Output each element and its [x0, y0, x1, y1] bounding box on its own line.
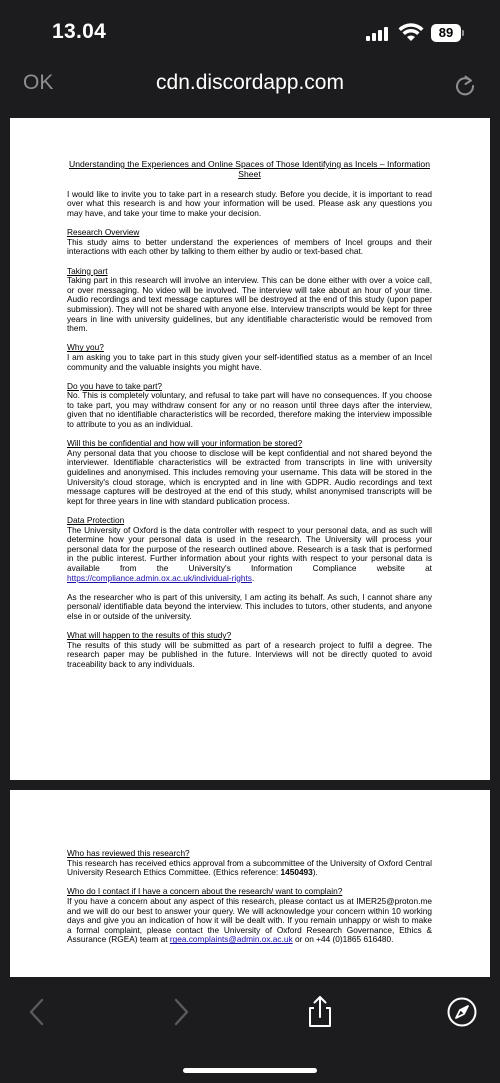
done-button[interactable]: OK — [23, 71, 54, 94]
share-icon[interactable] — [303, 995, 337, 1029]
section-confidentiality — [67, 439, 432, 506]
section-body-end: ). — [312, 867, 318, 878]
section-heading: Who has reviewed this research? — [67, 848, 190, 858]
chevron-left-icon[interactable] — [21, 995, 55, 1029]
section-heading: Taking part — [67, 265, 108, 276]
document-page-2 — [10, 790, 490, 977]
section-heading: Data Protection — [67, 515, 125, 525]
section-taking-part — [67, 267, 432, 334]
compliance-link[interactable]: https://compliance.admin.ox.ac.uk/individual-rights — [67, 572, 252, 583]
chevron-right-icon[interactable] — [164, 995, 198, 1029]
url-label[interactable]: cdn.discordapp.com — [156, 71, 344, 94]
section-why-you — [67, 343, 432, 372]
status-time: 13.04 — [52, 20, 107, 43]
section-body: This research has received ethics approval from a subcommittee of the University of Oxford Central University Research Ethics Committee. (Ethics reference: — [67, 857, 432, 878]
section-heading: Why you? — [67, 342, 104, 353]
refresh-icon[interactable] — [453, 73, 477, 99]
section-body: I am asking you to take part in this study given your self-identified status as a member of an Incel community and the valuable insights you might have. — [67, 351, 432, 372]
section-heading: Do you have to take part? — [67, 380, 163, 391]
nav-bar — [0, 62, 500, 112]
section-reviewed — [67, 849, 432, 878]
document-title: Understanding the Experiences and Online Spaces of Those Identifying as Incels – Information Sheet — [69, 159, 430, 180]
intro-paragraph: I would like to invite you to take part in a research study. Before you decide, it is important to read over what this research is and how your information will be used. Please ask any questions you may have, and take your time to make your decision. — [67, 188, 432, 218]
ethics-reference: 1450493 — [280, 867, 313, 878]
section-body: Taking part in this research will involve an interview. This can be done either with over a voice call, or over messaging. No video will be involved. The interview will take about an hour of your time. Audio recordings and text message captures will be destroyed at the end of this study (upon paper submission). They will not be shared with anyone else. Interview transcripts would be kept for three years in line with university guidelines, but any identifiable characteristic would be removed from them. — [67, 275, 432, 334]
home-indicator — [183, 1068, 317, 1073]
section-body: The results of this study will be submitted as part of a research project to fulfil a degree. The research paper may be published in the future. Interviews will not be directly quoted to avoid traceability back to any individuals. — [67, 639, 432, 669]
section-body: Any personal data that you choose to disclose will be kept confidential and not shared beyond the interviewer. Identifiable characteristics will be extracted from transcripts in line with university guidelines and anonymised. This includes removing your username. This data will be stored in the University's cloud storage, which is encrypted and in line with GDPR. Audio recordings and text message captures will be destroyed at the end of this study, whilst anonymised transcripts will be kept for three years in line with standard publication process. — [67, 447, 432, 506]
section-body: No. This is completely voluntary, and refusal to take part will have no consequences. If you choose to take part, you may withdraw consent for any or no reason until three days after the interview, given that no identifiable characteristics will be recorded, therefore making the interview impossible to attribute to you as an individual. — [67, 390, 432, 430]
section-research-overview — [67, 228, 432, 257]
section-body: This study aims to better understand the experiences of members of Incel groups and their interactions with each other by talking to them either by audio or text-based chat. — [67, 236, 432, 257]
section-body: The University of Oxford is the data controller with respect to your personal data, and as such will determine how your personal data is used in the research. The University will process your personal data for the purpose of the research outlined above. Research is a task that is performed in the public interest. Further information about your rights with respect to your personal data is available from the University's Information Compliance website at — [67, 524, 432, 573]
section-body: If you have a concern about any aspect of this research, please contact us at IMER25@proton.me and we will do our best to answer your query. We will acknowledge your concern within 10 working days and give you an indication of how it will be dealt with. If you remain unhappy or wish to make a formal complaint, please contact the University of Oxford Research Governance, Ethics & Assurance (RGEA) team at — [67, 895, 432, 945]
section-heading: Research Overview — [67, 227, 140, 238]
contact-suffix: or on +44 (0)1865 616480. — [292, 934, 394, 945]
battery-tip — [462, 30, 464, 36]
wifi-icon — [398, 22, 424, 42]
battery-indicator: 89 — [431, 24, 461, 42]
section-have-to-take-part — [67, 382, 432, 430]
complaints-email-link[interactable]: rgea.complaints@admin.ox.ac.uk — [169, 934, 293, 945]
section-heading: What will happen to the results of this study? — [67, 630, 232, 641]
researcher-paragraph: As the researcher who is part of this university, I am acting its behalf. As such, I cannot share any personal/ identifiable data beyond the interview. This includes to tutors, other students, and anyone else in or outside of the university. — [67, 591, 432, 621]
compass-icon[interactable] — [445, 995, 479, 1029]
section-heading: Who do I contact if I have a concern about the research/ want to complain? — [67, 886, 343, 897]
section-heading: Will this be confidential and how will your information be stored? — [67, 438, 303, 449]
cellular-signal-icon — [366, 27, 388, 41]
document-page-1 — [10, 118, 490, 780]
section-results — [67, 631, 432, 669]
status-bar — [0, 0, 500, 62]
section-contact — [67, 887, 432, 945]
section-data-protection — [67, 516, 432, 583]
link-suffix: . — [251, 572, 255, 583]
